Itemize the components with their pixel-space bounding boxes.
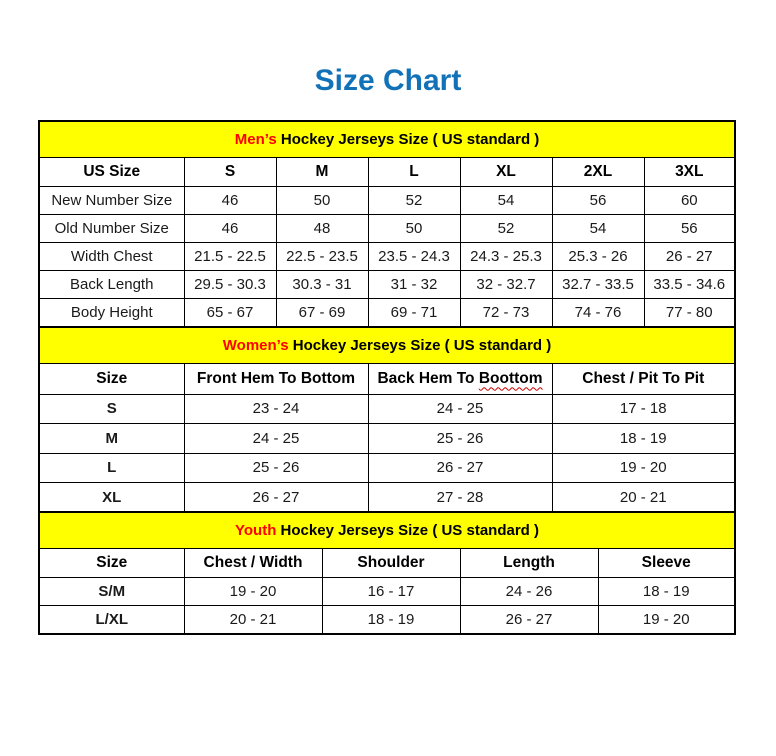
youth-cell: 26 - 27 bbox=[460, 606, 598, 635]
mens-col-header: L bbox=[368, 158, 460, 187]
youth-cell: 18 - 19 bbox=[598, 578, 735, 606]
mens-row-label: Body Height bbox=[39, 299, 184, 328]
womens-col-header-misspelled-word: Boottom bbox=[478, 369, 543, 387]
mens-cell: 54 bbox=[552, 215, 644, 243]
mens-cell: 46 bbox=[184, 187, 276, 215]
womens-row-label: L bbox=[39, 453, 184, 483]
womens-row-label: M bbox=[39, 424, 184, 454]
youth-cell: 16 - 17 bbox=[322, 578, 460, 606]
youth-col-header: Shoulder bbox=[322, 549, 460, 578]
mens-col-header: 3XL bbox=[644, 158, 735, 187]
womens-cell: 20 - 21 bbox=[552, 483, 735, 513]
mens-cell: 29.5 - 30.3 bbox=[184, 271, 276, 299]
womens-row-l bbox=[39, 453, 735, 483]
mens-cell: 24.3 - 25.3 bbox=[460, 243, 552, 271]
womens-cell: 25 - 26 bbox=[368, 424, 552, 454]
mens-cell: 33.5 - 34.6 bbox=[644, 271, 735, 299]
mens-cell: 52 bbox=[460, 215, 552, 243]
mens-cell: 23.5 - 24.3 bbox=[368, 243, 460, 271]
womens-cell: 23 - 24 bbox=[184, 394, 368, 424]
mens-cell: 72 - 73 bbox=[460, 299, 552, 328]
youth-row-lxl bbox=[39, 606, 735, 635]
mens-cell: 60 bbox=[644, 187, 735, 215]
mens-row-back-length bbox=[39, 271, 735, 299]
womens-cell: 24 - 25 bbox=[368, 394, 552, 424]
youth-size-table bbox=[38, 511, 736, 635]
womens-cell: 25 - 26 bbox=[184, 453, 368, 483]
mens-row-label: Back Length bbox=[39, 271, 184, 299]
womens-cell: 26 - 27 bbox=[184, 483, 368, 513]
youth-cell: 19 - 20 bbox=[184, 578, 322, 606]
mens-banner-text: Hockey Jerseys Size ( US standard ) bbox=[276, 131, 540, 148]
mens-cell: 26 - 27 bbox=[644, 243, 735, 271]
womens-cell: 18 - 19 bbox=[552, 424, 735, 454]
mens-cell: 50 bbox=[276, 187, 368, 215]
youth-row-sm bbox=[39, 578, 735, 606]
mens-cell: 69 - 71 bbox=[368, 299, 460, 328]
mens-row-width-chest bbox=[39, 243, 735, 271]
womens-banner-text: Hockey Jerseys Size ( US standard ) bbox=[288, 336, 552, 354]
youth-cell: 19 - 20 bbox=[598, 606, 735, 635]
mens-row-old-number bbox=[39, 215, 735, 243]
mens-row-body-height bbox=[39, 299, 735, 328]
womens-col-header: Front Hem To Bottom bbox=[184, 363, 368, 394]
mens-cell: 31 - 32 bbox=[368, 271, 460, 299]
mens-banner-row bbox=[39, 121, 735, 158]
mens-row-label: New Number Size bbox=[39, 187, 184, 215]
youth-col-header: Length bbox=[460, 549, 598, 578]
mens-cell: 56 bbox=[552, 187, 644, 215]
mens-cell: 30.3 - 31 bbox=[276, 271, 368, 299]
womens-cell: 17 - 18 bbox=[552, 394, 735, 424]
youth-banner bbox=[39, 512, 735, 549]
womens-row-label: XL bbox=[39, 483, 184, 513]
womens-col-header: Chest / Pit To Pit bbox=[552, 363, 735, 394]
mens-cell: 48 bbox=[276, 215, 368, 243]
womens-row-m bbox=[39, 424, 735, 454]
womens-header-row bbox=[39, 363, 735, 394]
mens-cell: 56 bbox=[644, 215, 735, 243]
womens-cell: 27 - 28 bbox=[368, 483, 552, 513]
mens-size-table bbox=[38, 120, 736, 328]
youth-row-label: L/XL bbox=[39, 606, 184, 635]
mens-col-header: US Size bbox=[39, 158, 184, 187]
mens-cell: 21.5 - 22.5 bbox=[184, 243, 276, 271]
womens-col-header: Size bbox=[39, 363, 184, 394]
mens-row-new-number bbox=[39, 187, 735, 215]
womens-cell: 24 - 25 bbox=[184, 424, 368, 454]
mens-cell: 67 - 69 bbox=[276, 299, 368, 328]
mens-cell: 50 bbox=[368, 215, 460, 243]
mens-header-row bbox=[39, 158, 735, 187]
youth-col-header: Chest / Width bbox=[184, 549, 322, 578]
youth-row-label: S/M bbox=[39, 578, 184, 606]
mens-cell: 54 bbox=[460, 187, 552, 215]
mens-row-label: Old Number Size bbox=[39, 215, 184, 243]
womens-cell: 26 - 27 bbox=[368, 453, 552, 483]
mens-col-header: XL bbox=[460, 158, 552, 187]
mens-col-header: M bbox=[276, 158, 368, 187]
womens-cell: 19 - 20 bbox=[552, 453, 735, 483]
womens-banner bbox=[39, 327, 735, 364]
womens-col-header bbox=[368, 363, 552, 394]
mens-cell: 52 bbox=[368, 187, 460, 215]
mens-row-label: Width Chest bbox=[39, 243, 184, 271]
mens-cell: 22.5 - 23.5 bbox=[276, 243, 368, 271]
mens-cell: 46 bbox=[184, 215, 276, 243]
size-chart bbox=[38, 120, 734, 635]
mens-cell: 32.7 - 33.5 bbox=[552, 271, 644, 299]
womens-banner-highlight: Women’s bbox=[222, 336, 289, 354]
youth-cell: 18 - 19 bbox=[322, 606, 460, 635]
mens-cell: 77 - 80 bbox=[644, 299, 735, 328]
youth-cell: 20 - 21 bbox=[184, 606, 322, 635]
mens-col-header: 2XL bbox=[552, 158, 644, 187]
youth-banner-row bbox=[39, 512, 735, 549]
womens-row-xl bbox=[39, 483, 735, 513]
mens-banner bbox=[39, 121, 735, 158]
youth-banner-text: Hockey Jerseys Size ( US standard ) bbox=[276, 522, 539, 539]
mens-cell: 32 - 32.7 bbox=[460, 271, 552, 299]
mens-cell: 74 - 76 bbox=[552, 299, 644, 328]
youth-header-row bbox=[39, 549, 735, 578]
womens-col-header-text: Back Hem To bbox=[377, 369, 479, 387]
mens-col-header: S bbox=[184, 158, 276, 187]
page-title: Size Chart bbox=[314, 64, 462, 97]
womens-banner-row bbox=[39, 327, 735, 364]
mens-cell: 65 - 67 bbox=[184, 299, 276, 328]
womens-row-label: S bbox=[39, 394, 184, 424]
mens-cell: 25.3 - 26 bbox=[552, 243, 644, 271]
womens-size-table bbox=[38, 326, 736, 514]
youth-col-header: Sleeve bbox=[598, 549, 735, 578]
youth-cell: 24 - 26 bbox=[460, 578, 598, 606]
mens-banner-highlight: Men’s bbox=[234, 131, 277, 148]
youth-col-header: Size bbox=[39, 549, 184, 578]
womens-row-s bbox=[39, 394, 735, 424]
youth-banner-highlight: Youth bbox=[235, 522, 277, 539]
